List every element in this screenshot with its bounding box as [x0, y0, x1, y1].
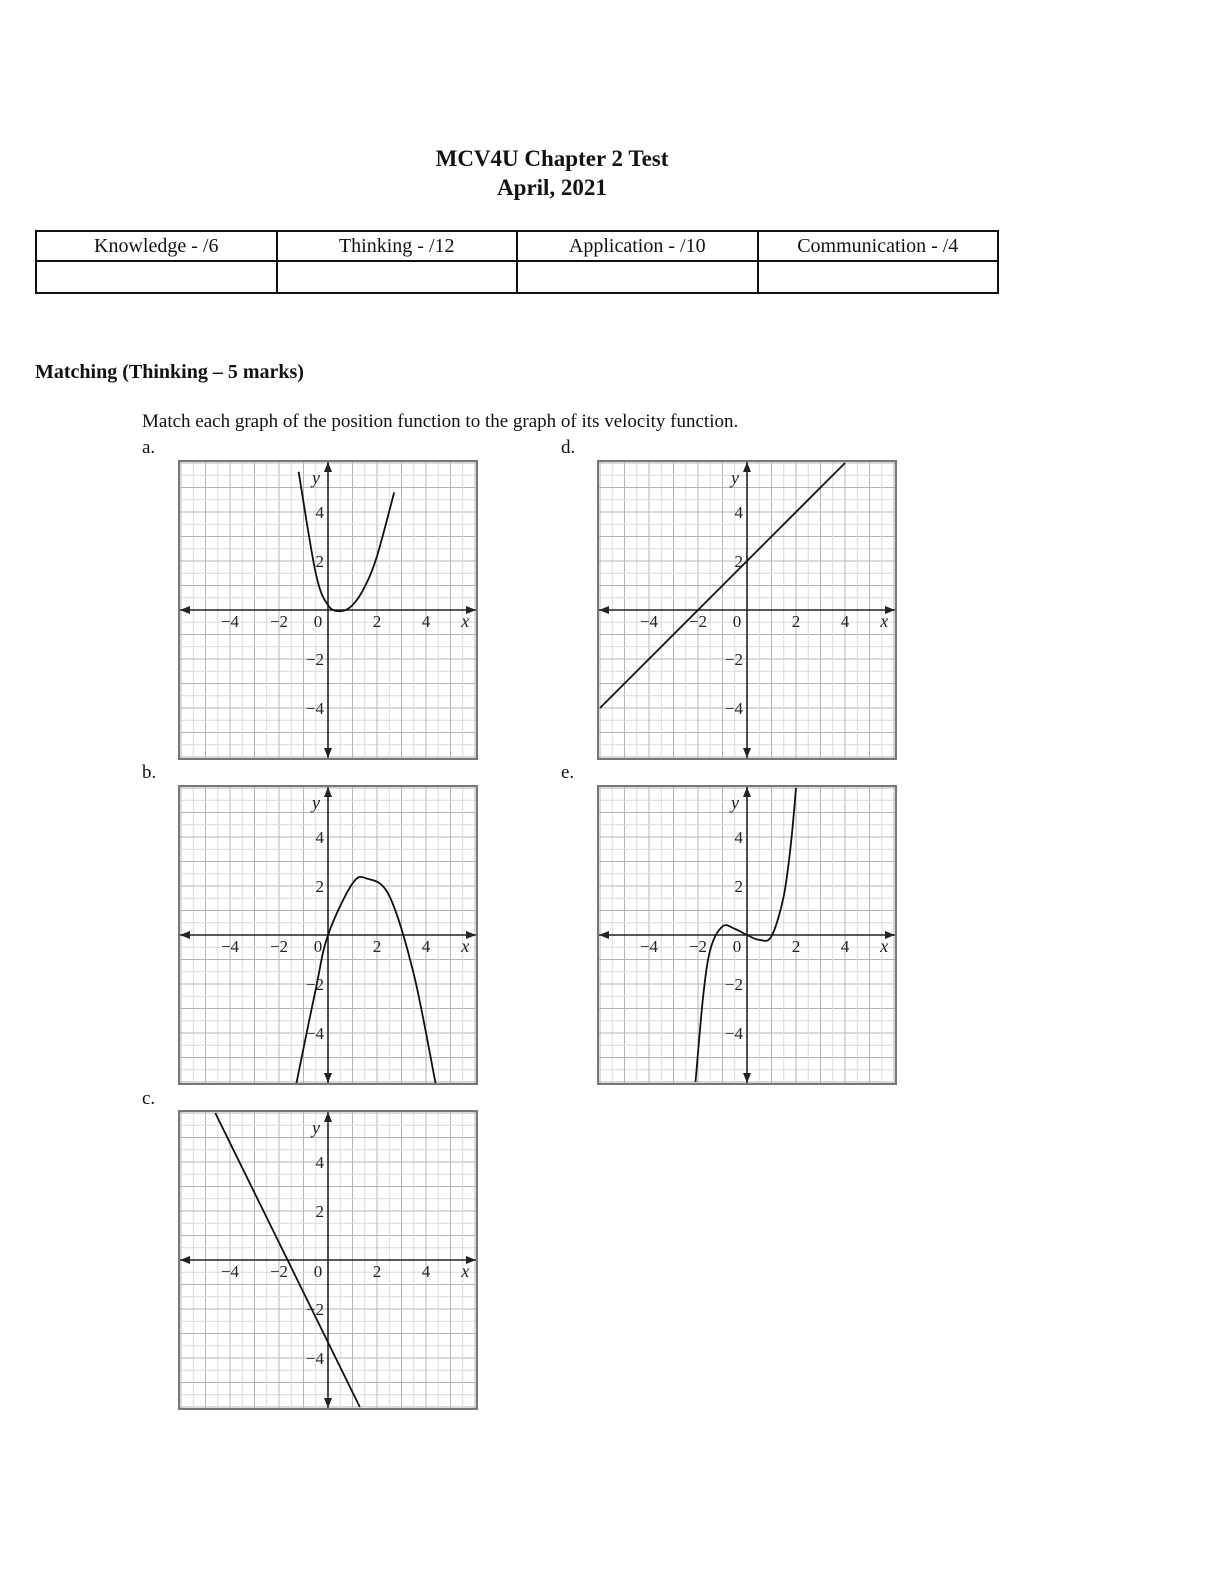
- x-tick-label: 2: [791, 612, 801, 631]
- y-tick-label: −2: [305, 650, 324, 669]
- marks-table: [35, 230, 999, 294]
- y-tick-label: −2: [305, 975, 324, 994]
- y-axis-label: y: [312, 467, 320, 488]
- x-axis-label: x: [461, 1261, 470, 1281]
- y-tick-label: 2: [315, 877, 324, 896]
- x-tick-label: 4: [421, 937, 431, 956]
- graph-a-label: a.: [142, 437, 156, 458]
- graph-e-label: e.: [561, 762, 575, 783]
- x-tick-label: −2: [269, 937, 289, 956]
- x-tick-label: 2: [372, 612, 382, 631]
- y-tick-label: −2: [305, 1300, 324, 1319]
- y-tick-label: 2: [315, 1202, 324, 1221]
- graph-c-label: c.: [142, 1088, 156, 1109]
- y-tick-label: −4: [305, 1349, 324, 1368]
- marks-cell-thinking[interactable]: [277, 261, 518, 293]
- y-tick-label: −2: [724, 650, 743, 669]
- x-tick-label: −4: [639, 612, 659, 631]
- x-tick-label: 2: [791, 937, 801, 956]
- x-tick-label: 0: [732, 612, 742, 631]
- x-tick-label: −4: [220, 612, 240, 631]
- marks-header-communication: Communication - /4: [758, 231, 999, 261]
- x-tick-label: 4: [421, 1262, 431, 1281]
- marks-header-thinking: Thinking - /12: [277, 231, 518, 261]
- y-axis-label: y: [312, 1117, 320, 1138]
- x-tick-label: −4: [639, 937, 659, 956]
- section-heading: Matching (Thinking – 5 marks): [35, 361, 304, 383]
- x-tick-label: 4: [840, 612, 850, 631]
- y-tick-label: −4: [724, 699, 743, 718]
- y-axis-label: y: [731, 467, 739, 488]
- y-tick-label: 2: [734, 877, 743, 896]
- x-tick-label: 4: [840, 937, 850, 956]
- x-tick-label: 0: [313, 1262, 323, 1281]
- graph-b: [178, 785, 478, 1085]
- x-axis-label: x: [880, 611, 889, 631]
- graph-c: [178, 1110, 478, 1410]
- x-tick-label: −4: [220, 937, 240, 956]
- marks-cell-knowledge[interactable]: [36, 261, 277, 293]
- y-tick-label: −4: [724, 1024, 743, 1043]
- y-tick-label: 4: [315, 1153, 324, 1172]
- x-tick-label: 2: [372, 937, 382, 956]
- y-tick-label: 2: [315, 552, 324, 571]
- y-tick-label: 2: [734, 552, 743, 571]
- x-axis-label: x: [461, 936, 470, 956]
- x-tick-label: 2: [372, 1262, 382, 1281]
- y-tick-label: 4: [315, 828, 324, 847]
- test-date: April, 2021: [497, 175, 607, 200]
- marks-header-application: Application - /10: [517, 231, 758, 261]
- x-tick-label: −2: [688, 612, 708, 631]
- test-title: MCV4U Chapter 2 Test: [435, 146, 669, 171]
- x-tick-label: −4: [220, 1262, 240, 1281]
- x-tick-label: 0: [313, 937, 323, 956]
- y-tick-label: −4: [305, 699, 324, 718]
- y-axis-label: y: [731, 792, 739, 813]
- x-tick-label: 4: [421, 612, 431, 631]
- graph-e: [597, 785, 897, 1085]
- x-tick-label: −2: [269, 612, 289, 631]
- y-tick-label: −4: [305, 1024, 324, 1043]
- x-axis-label: x: [461, 611, 470, 631]
- graph-d: [597, 460, 897, 760]
- y-tick-label: 4: [734, 503, 743, 522]
- section-instruction: Match each graph of the position function to the graph of its velocity function.: [142, 411, 739, 432]
- x-tick-label: 0: [732, 937, 742, 956]
- x-tick-label: 0: [313, 612, 323, 631]
- y-tick-label: −2: [724, 975, 743, 994]
- x-axis-label: x: [880, 936, 889, 956]
- marks-cell-application[interactable]: [517, 261, 758, 293]
- graph-d-label: d.: [561, 437, 576, 458]
- marks-cell-communication[interactable]: [758, 261, 999, 293]
- graph-b-label: b.: [142, 762, 157, 783]
- y-tick-label: 4: [315, 503, 324, 522]
- x-tick-label: −2: [688, 937, 708, 956]
- marks-header-knowledge: Knowledge - /6: [36, 231, 277, 261]
- x-tick-label: −2: [269, 1262, 289, 1281]
- graph-a: [178, 460, 478, 760]
- y-axis-label: y: [312, 792, 320, 813]
- y-tick-label: 4: [734, 828, 743, 847]
